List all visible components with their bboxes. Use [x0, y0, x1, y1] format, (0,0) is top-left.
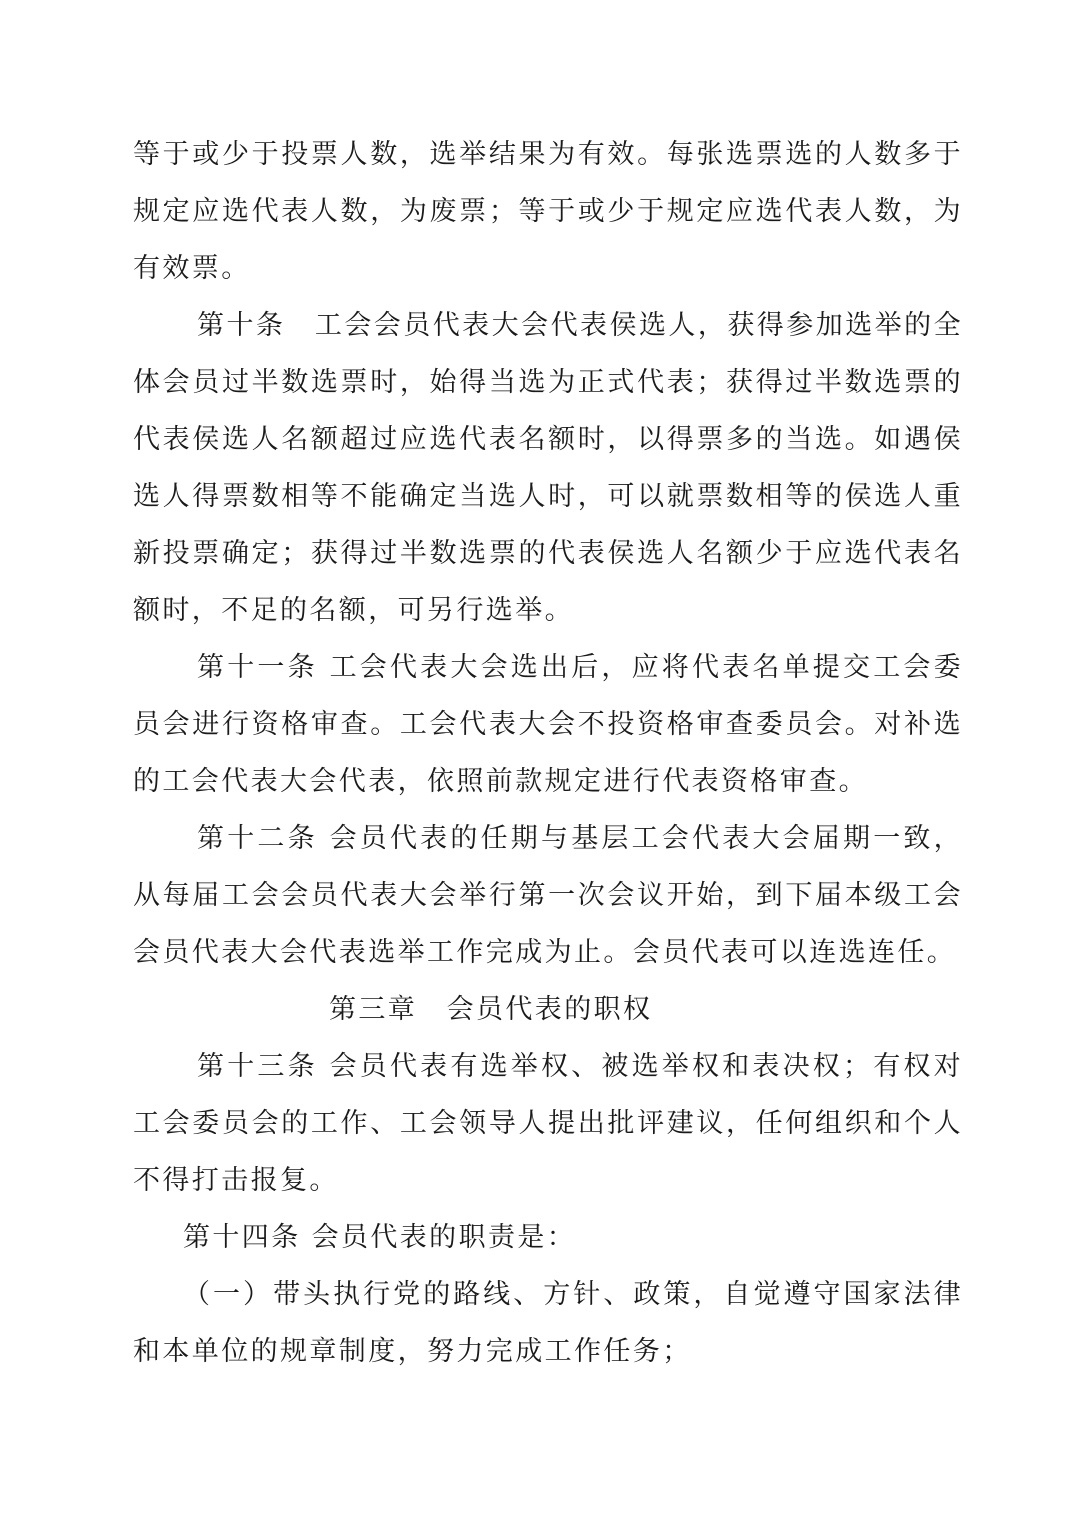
article-14: 第十四条 会员代表的职责是：	[183, 1222, 577, 1253]
article-14-item-1: （一）带头执行党的路线、方针、政策，自觉遵守国家法律和本单位的规章制度，努力完成工作任务；	[133, 1279, 963, 1367]
article-12: 第十二条 会员代表的任期与基层工会代表大会届期一致，从每届工会会员代表大会举行第一次会议开始，到下届本级工会会员代表大会代表选举工作完成为止。会员代表可以连选连任。	[133, 823, 963, 968]
article-13: 第十三条 会员代表有选举权、被选举权和表决权；有权对工会委员会的工作、工会领导人提出批评建议，任何组织和个人不得打击报复。	[133, 1051, 963, 1196]
article-11: 第十一条 工会代表大会选出后，应将代表名单提交工会委员会进行资格审查。工会代表大会不投资格审查委员会。对补选的工会代表大会代表，依照前款规定进行代表资格审查。	[133, 652, 963, 797]
paragraph-continuation: 等于或少于投票人数，选举结果为有效。每张选票选的人数多于规定应选代表人数，为废票；等于或少于规定应选代表人数，为有效票。	[133, 139, 963, 284]
document-page	[133, 126, 963, 1380]
article-10: 第十条 工会会员代表大会代表侯选人，获得参加选举的全体会员过半数选票时，始得当选为正式代表；获得过半数选票的代表侯选人名额超过应选代表名额时，以得票多的当选。如遇侯选人得票数相等不能确定当选人时，可以就票数相等的侯选人重新投票确定；获得过半数选票的代表侯选人名额少于应选代表名额时，不足的名额，可另行选举。	[133, 310, 963, 626]
chapter-heading: 第三章 会员代表的职权	[329, 994, 653, 1025]
